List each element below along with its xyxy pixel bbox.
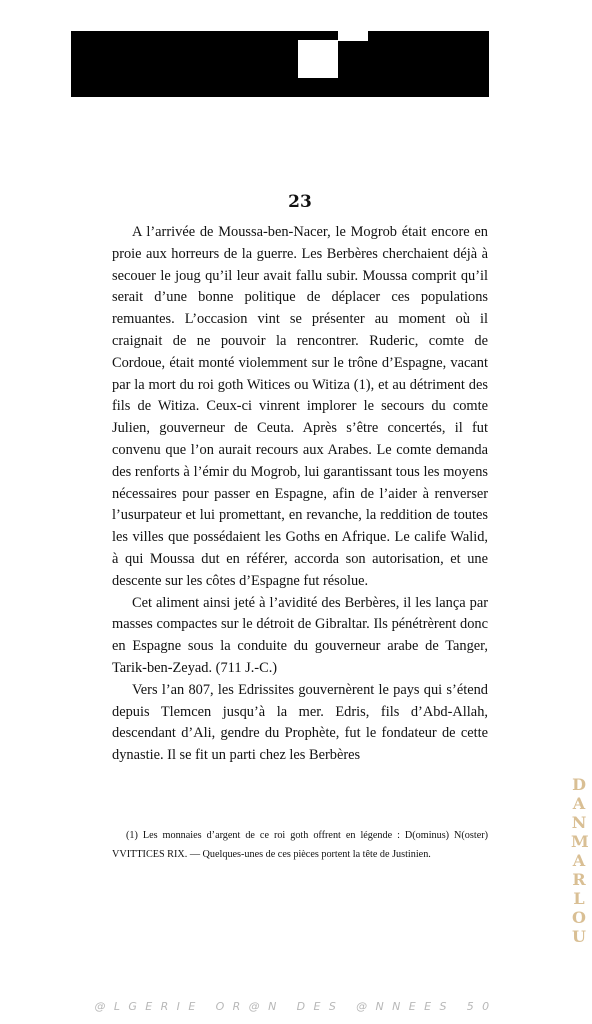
side-watermark-letter: D: [572, 775, 586, 794]
side-watermark-letter: A: [572, 794, 586, 813]
side-watermark-letter: R: [572, 870, 586, 889]
paragraph-3: Vers l’an 807, les Edrissites gouvernèrent le pays qui s’étend depuis Tlemcen jusqu’à la mer. Edris, fils d’Abd-Allah, descendant d’Ali, gendre du Prophète, fut le fondateur de cette dynastie. Il se fit un parti chez les Berbères: [112, 681, 488, 764]
bottom-watermark: @LGERIE OR@N DES @NNEES 50: [94, 1000, 498, 1013]
body-text: [112, 222, 488, 767]
footnotes: [112, 826, 488, 864]
redaction-notch-top: [338, 31, 368, 41]
redacted-header-block: [71, 31, 489, 97]
paragraph-2: Cet aliment ainsi jeté à l’avidité des Berbères, il les lança par masses compactes sur le détroit de Gibraltar. Ils pénétrèrent donc en Espagne sous la conduite du gouverneur arabe de Tanger, Tarik-ben-Zeyad. (711 J.-C.): [112, 594, 488, 676]
side-watermark: [571, 775, 587, 946]
side-watermark-letter: U: [572, 927, 586, 946]
side-watermark-letter: O: [572, 908, 586, 927]
side-watermark-letter: M: [571, 832, 589, 851]
side-watermark-letter: N: [571, 813, 587, 832]
side-watermark-letter: A: [572, 851, 586, 870]
redaction-notch: [298, 40, 338, 78]
paragraph-1: A l’arrivée de Moussa-ben-Nacer, le Mogrob était encore en proie aux horreurs de la guerre. Les Berbères cherchaient déjà à secouer le joug qu’il leur avait fallu subir. Moussa comprit qu’il serait d’une bonne politique de déplacer ces populations remuantes. L’occasion vint se présenter au moment où il craignait de ne pouvoir la rencontrer. Ruderic, comte de Cordoue, était monté violemment sur le trône d’Espagne, vacant par la mort du roi goth Witices ou Witiza (1), et au détriment des fils de Witiza. Ceux-ci vinrent implorer le secours du comte Julien, gouverneur de Ceuta. Après s’être concertés, il fut convenu que l’on aurait recours aux Arabes. Le comte demanda des renforts à l’émir du Mogrob, lui garantissant tous les moyens nécessaires pour passer en Espagne, afin de l’aider à renverser l’usurpateur et lui promettant, en revanche, la reddition de toutes les villes que possédaient les Goths en Afrique. Le calife Walid, à qui Moussa dut en référer, accorda son autorisation, et une descente sur les côtes d’Espagne fut résolue.: [112, 224, 488, 589]
footnote-1: (1) Les monnaies d’argent de ce roi goth offrent en légende : D(ominus) N(oster) VVITTICES RIX. — Quelques-unes de ces pièces portent la tête de Justinien.: [112, 830, 488, 860]
page-number: 23: [288, 192, 312, 212]
side-watermark-letter: L: [573, 889, 585, 908]
